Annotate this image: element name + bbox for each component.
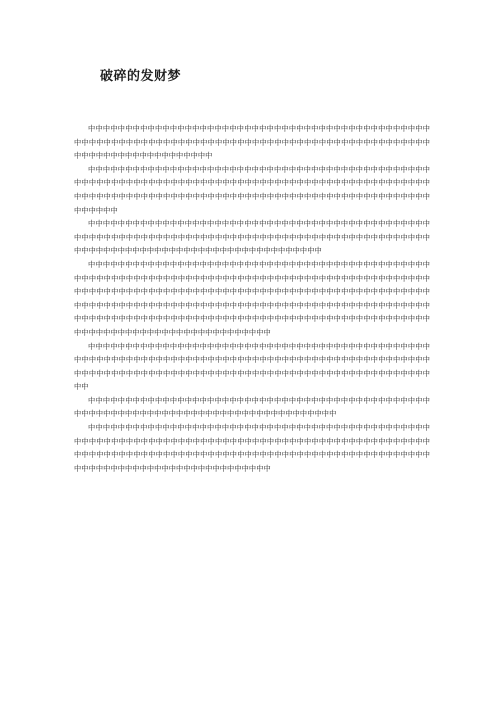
paragraph-3: 中中中中中中中中中中中中中中中中中中中中中中中中中中中中中中中中中中中中中中中中中中中中中中中中中中中中中中中中中中中中中中中中中中中中中中中中中中中中中中中中中中中中中中中中中中中中中中中中中中中中中中中中中中中中中中中中中中中中中中中中中中中中中中中中 <box>74 219 430 256</box>
paragraph-2: 中中中中中中中中中中中中中中中中中中中中中中中中中中中中中中中中中中中中中中中中中中中中中中中中中中中中中中中中中中中中中中中中中中中中中中中中中中中中中中中中中中中中中中中中中中中中中中中中中中中中中中中中中中中中中中中中中中中中中中中中中中中中中中中中中中中中中中中中中中中中中中中中中中中中 <box>74 164 430 215</box>
paragraph-7: 中中中中中中中中中中中中中中中中中中中中中中中中中中中中中中中中中中中中中中中中中中中中中中中中中中中中中中中中中中中中中中中中中中中中中中中中中中中中中中中中中中中中中中中中中中中中中中中中中中中中中中中中中中中中中中中中中中中中中中中中中中中中中中中中中中中中中中中中中中中中中中中中中中中中中中中中中中中中中中中中中中中中中中中中中 <box>74 423 430 473</box>
paragraph-1: 中中中中中中中中中中中中中中中中中中中中中中中中中中中中中中中中中中中中中中中中中中中中中中中中中中中中中中中中中中中中中中中中中中中中中中中中中中中中中中中中中中中中中中中中中中中中中中中中中中中中中中中中中中中中中中中中中 <box>74 124 430 161</box>
document-title: 破碎的发财梦 <box>100 69 182 84</box>
document-body <box>74 122 430 475</box>
paragraph-4: 中中中中中中中中中中中中中中中中中中中中中中中中中中中中中中中中中中中中中中中中中中中中中中中中中中中中中中中中中中中中中中中中中中中中中中中中中中中中中中中中中中中中中中中中中中中中中中中中中中中中中中中中中中中中中中中中中中中中中中中中中中中中中中中中中中中中中中中中中中中中中中中中中中中中中中中中中中中中中中中中中中中中中中中中中中中中中中中中中中中中中中中中中中中中中中中中中中中中中中中中中中中中中中中中中中中中中中中中中中中中中中中中中中中中中中中中中中中中中中中中中中中中中中中中中中中中中中中中中中中中中中中中中 <box>74 259 430 337</box>
paragraph-5: 中中中中中中中中中中中中中中中中中中中中中中中中中中中中中中中中中中中中中中中中中中中中中中中中中中中中中中中中中中中中中中中中中中中中中中中中中中中中中中中中中中中中中中中中中中中中中中中中中中中中中中中中中中中中中中中中中中中中中中中中中中中中中中中中中中中中中中中中中中中中中中中中 <box>74 341 430 392</box>
paragraph-6: 中中中中中中中中中中中中中中中中中中中中中中中中中中中中中中中中中中中中中中中中中中中中中中中中中中中中中中中中中中中中中中中中中中中中中中中中中中中中中中中中中中 <box>74 395 430 419</box>
